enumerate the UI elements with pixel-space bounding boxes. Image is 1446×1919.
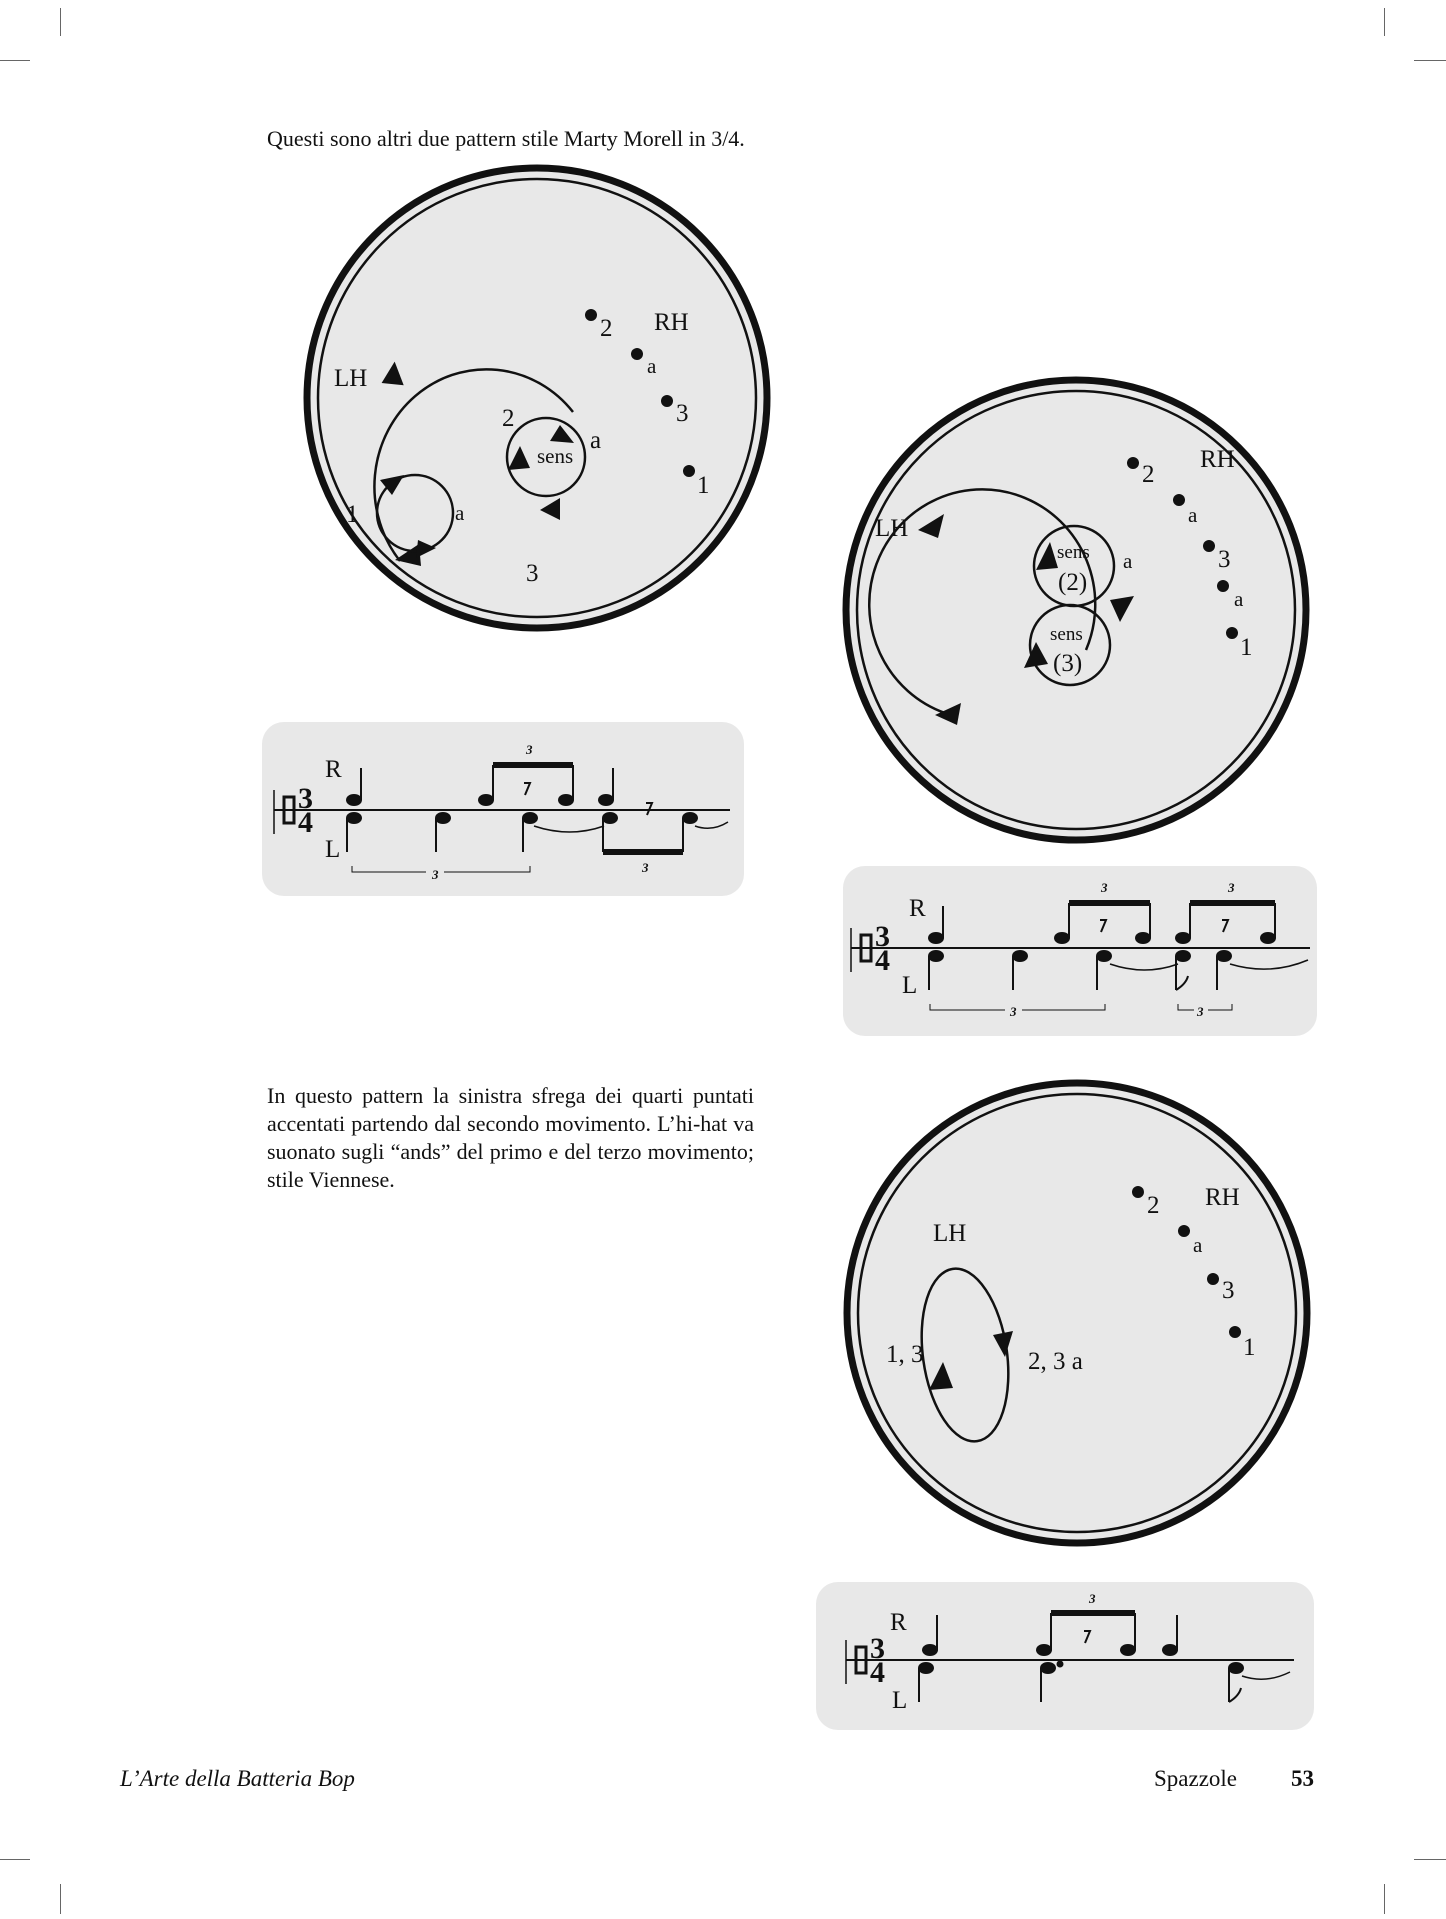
left-hand-label: L: [325, 836, 341, 863]
brush-circle-outer: [307, 168, 767, 628]
left-hand-label: L: [892, 1687, 908, 1714]
lh-label: LH: [875, 515, 909, 542]
notation-panel-3: [816, 1582, 1314, 1730]
diagram-1: [307, 168, 767, 628]
rh-dot: [585, 309, 597, 321]
time-signature-top: 3: [870, 1632, 885, 1665]
count-label: 1, 3: [886, 1341, 924, 1368]
time-signature-bottom: 4: [875, 944, 890, 977]
rh-dot: [1207, 1273, 1219, 1285]
rh-dot: [1203, 540, 1215, 552]
time-signature-bottom: 4: [298, 806, 313, 839]
notation-background: [816, 1582, 1314, 1730]
triplet-mark: 3: [526, 742, 533, 757]
rh-dot: [661, 395, 673, 407]
triplet-mark: 3: [1197, 1004, 1204, 1019]
diagram-2: [846, 380, 1306, 840]
rh-label: RH: [1200, 446, 1235, 473]
triplet-mark: 3: [642, 860, 649, 875]
rh-dot: [1229, 1326, 1241, 1338]
section-name: Spazzole: [1154, 1766, 1238, 1791]
dot-label: a: [1188, 503, 1198, 527]
book-title: L’Arte della Batteria Bop: [120, 1766, 355, 1791]
triplet-mark: 3: [1101, 880, 1108, 895]
count-label: a: [1123, 549, 1133, 573]
rh-label: RH: [1205, 1184, 1240, 1211]
lh-label: LH: [933, 1220, 967, 1247]
dot-label: 1: [1240, 634, 1253, 661]
count-label: a: [455, 501, 465, 525]
rh-dot: [683, 465, 695, 477]
rh-label: RH: [654, 309, 689, 336]
right-hand-label: R: [325, 756, 342, 783]
time-signature-bottom: 4: [870, 1656, 885, 1689]
rh-dot: [1226, 627, 1238, 639]
description-paragraph: In questo pattern la sinistra sfrega dei quarti puntati accentati partendo dal secondo movimento. L’hi-hat va suonato sugli “ands” del primo e del terzo movimento; stile Viennese.: [267, 1083, 754, 1192]
right-hand-label: R: [890, 1609, 907, 1636]
rh-dot: [1132, 1186, 1144, 1198]
diagram-3: [847, 1083, 1307, 1543]
triplet-mark: 3: [1010, 1004, 1017, 1019]
sens-label: sens: [537, 444, 574, 468]
left-hand-label: L: [902, 972, 918, 999]
triplet-mark: 3: [432, 867, 439, 882]
time-signature-top: 3: [875, 920, 890, 953]
count-label: 3: [526, 560, 539, 587]
sens-count: (3): [1053, 650, 1083, 677]
time-signature-top: 3: [298, 782, 313, 815]
sens-label: sens: [1050, 624, 1083, 645]
count-label: 2: [502, 405, 515, 432]
page-number: 53: [1291, 1766, 1314, 1791]
right-hand-label: R: [909, 895, 926, 922]
triplet-mark: 3: [1228, 880, 1235, 895]
dot-label: 2: [1147, 1192, 1160, 1219]
triplet-mark: 3: [1089, 1591, 1096, 1606]
dot-label: 1: [1243, 1334, 1256, 1361]
intro-text: Questi sono altri due pattern stile Marty Morell in 3/4.: [267, 126, 745, 151]
rh-dot: [1217, 580, 1229, 592]
notation-panel-2: [843, 866, 1317, 1036]
sens-count: (2): [1058, 569, 1088, 596]
dot-label: a: [1193, 1233, 1203, 1257]
notation-panel-1: [262, 722, 744, 896]
dot-label: 2: [600, 315, 613, 342]
dot-label: 2: [1142, 461, 1155, 488]
count-label: a: [590, 427, 602, 454]
dot-label: 3: [1222, 1277, 1235, 1304]
lh-label: LH: [334, 365, 368, 392]
dot-label: 3: [676, 400, 689, 427]
rh-dot: [1173, 494, 1185, 506]
rh-dot: [1178, 1225, 1190, 1237]
dot-label: 3: [1218, 546, 1231, 573]
dot-label: a: [1234, 587, 1244, 611]
count-label: 2, 3 a: [1028, 1348, 1083, 1375]
dot-label: 1: [697, 472, 710, 499]
dot-label: a: [647, 354, 657, 378]
brush-circle-outer: [847, 1083, 1307, 1543]
rh-dot: [1127, 457, 1139, 469]
count-label: 1: [346, 501, 359, 528]
rh-dot: [631, 348, 643, 360]
sens-label: sens: [1057, 542, 1090, 563]
